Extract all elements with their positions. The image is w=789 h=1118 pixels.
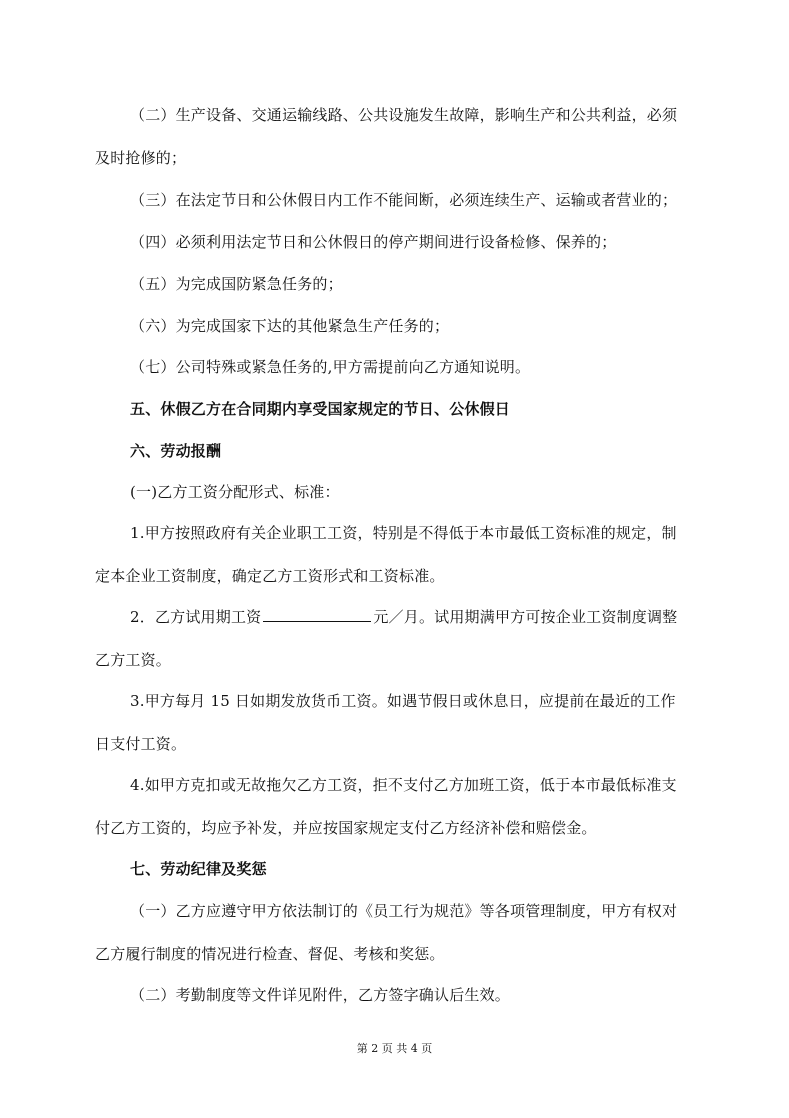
paragraph-item-2-line-2: 及时抢修的； bbox=[95, 149, 187, 167]
wage-item-2-line-1 bbox=[130, 607, 677, 627]
paragraph-item-4: （四）必须利用法定节日和公休假日的停产期间进行设备检修、保养的； bbox=[130, 233, 617, 251]
paragraph-item-5: （五）为完成国防紧急任务的； bbox=[130, 275, 343, 293]
wage-item-3-line-1: 3.甲方每月 15 日如期发放货币工资。如遇节假日或休息日，应提前在最近的工作 bbox=[130, 692, 676, 710]
wage-item-2-prefix: 2．乙方试用期工资 bbox=[130, 608, 262, 626]
paragraph-item-3: （三）在法定节日和公休假日内工作不能间断，必须连续生产、运输或者营业的； bbox=[130, 191, 678, 209]
wage-item-1-line-2: 定本企业工资制度，确定乙方工资形式和工资标准。 bbox=[95, 567, 445, 585]
paragraph-item-7: （七）公司特殊或紧急任务的,甲方需提前向乙方通知说明。 bbox=[130, 358, 531, 376]
probation-wage-blank[interactable] bbox=[263, 607, 371, 622]
page-number-footer: 第 2 页 共 4 页 bbox=[356, 1042, 433, 1055]
wage-item-4-line-1: 4.如甲方克扣或无故拖欠乙方工资，拒不支付乙方加班工资，低于本市最低标准支 bbox=[130, 776, 677, 794]
wage-item-3-line-2: 日支付工资。 bbox=[95, 735, 187, 753]
wage-item-4-line-2: 付乙方工资的，均应予补发，并应按国家规定支付乙方经济补偿和赔偿金。 bbox=[95, 819, 597, 837]
discipline-item-2: （二）考勤制度等文件详见附件，乙方签字确认后生效。 bbox=[130, 986, 511, 1004]
subsection-wage-form: (一)乙方工资分配形式、标准： bbox=[130, 483, 340, 501]
paragraph-item-2-line-1: （二）生产设备、交通运输线路、公共设施发生故障，影响生产和公共利益，必须 bbox=[130, 106, 678, 124]
discipline-item-1-line-1: （一）乙方应遵守甲方依法制订的《员工行为规范》等各项管理制度，甲方有权对 bbox=[130, 902, 678, 920]
wage-item-2-suffix: 元／月。试用期满甲方可按企业工资制度调整 bbox=[373, 608, 678, 626]
section-heading-6: 六、劳动报酬 bbox=[130, 442, 222, 460]
paragraph-item-6: （六）为完成国家下达的其他紧急生产任务的； bbox=[130, 317, 450, 335]
section-heading-7: 七、劳动纪律及奖惩 bbox=[130, 860, 267, 878]
discipline-item-1-line-2: 乙方履行制度的情况进行检查、督促、考核和奖惩。 bbox=[95, 945, 445, 963]
section-heading-5: 五、休假乙方在合同期内享受国家规定的节日、公休假日 bbox=[130, 400, 511, 418]
wage-item-2-line-2: 乙方工资。 bbox=[95, 651, 172, 669]
wage-item-1-line-1: 1.甲方按照政府有关企业职工工资，特别是不得低于本市最低工资标准的规定，制 bbox=[130, 524, 677, 542]
